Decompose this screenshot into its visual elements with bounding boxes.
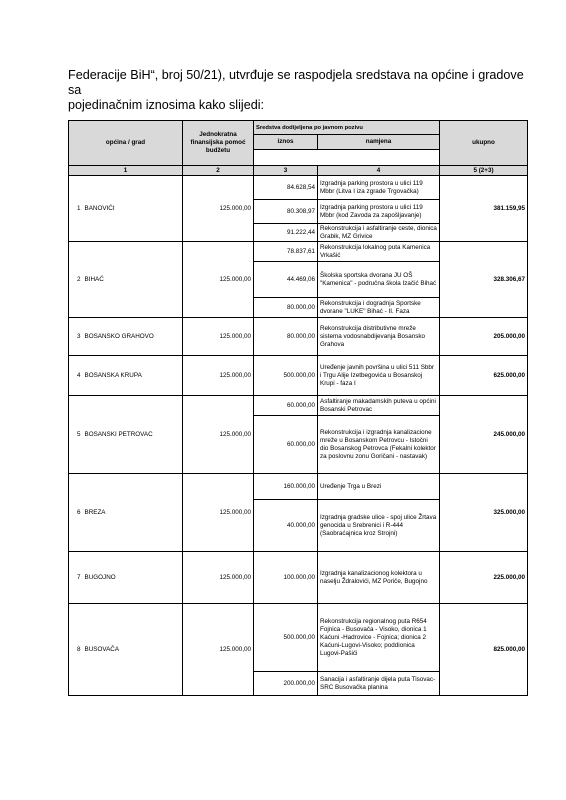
col-number-4: 4 (318, 166, 440, 176)
municipality-name: BOSANSKA KRUPA (83, 356, 183, 396)
allocated-amount: 80.308,97 (254, 200, 318, 224)
allocated-amount: 40.000,00 (254, 500, 318, 552)
allocated-amount: 44.469,06 (254, 262, 318, 298)
col-number-1: 1 (69, 166, 183, 176)
row-number: 6 (69, 474, 83, 552)
allocated-amount: 100.000,00 (254, 552, 318, 604)
municipality-name: BREZA (83, 474, 183, 552)
total-amount: 625.000,00 (440, 356, 528, 396)
purpose-description: Sanacija i asfaltiranje dijela puta Tisovac-SRC Busovačka planina (318, 672, 440, 696)
allocated-amount: 80.000,00 (254, 298, 318, 318)
table-row (69, 604, 528, 672)
purpose-description: Školska sportska dvorana JU OŠ "Kamenica" - područna škola Izačić Bihać (318, 262, 440, 298)
table-row (69, 356, 528, 396)
one-time-aid-amount: 125.000,00 (183, 474, 254, 552)
table-row (69, 396, 528, 416)
intro-line-2: pojedinačnim iznosima kako slijedi: (68, 98, 264, 112)
allocated-amount: 500.000,00 (254, 604, 318, 672)
total-amount: 245.000,00 (440, 396, 528, 474)
municipality-name: BOSANSKO GRAHOVO (83, 318, 183, 356)
header-sredstva-group: Sredstva dodijeljena po javnom pozivu (254, 121, 440, 135)
purpose-description: Uređenje javnih površina u ulici 511 Sbbr i Trgu Alije Izetbegovića u Bosanskoj Krupi - faza I (318, 356, 440, 396)
intro-line-1: Federacije BiH“, broj 50/21), utvrđuje se raspodjela sredstava na općine i gradove sa (68, 68, 524, 97)
row-number: 5 (69, 396, 83, 474)
col-number-5: 5 (2+3) (440, 166, 528, 176)
total-amount: 205.000,00 (440, 318, 528, 356)
purpose-description: Uređenje Trga u Brezi (318, 474, 440, 500)
municipality-name: BOSANSKI PETROVAC (83, 396, 183, 474)
one-time-aid-amount: 125.000,00 (183, 604, 254, 696)
col-number-3: 3 (254, 166, 318, 176)
row-number: 8 (69, 604, 83, 696)
allocated-amount: 500.000,00 (254, 356, 318, 396)
purpose-description: Rekonstrukcija i izgradnja kanalizacione mreže u Bosanskom Petrovcu - Istočni dio Bosanskog Petrovca (Fekalni kolektor za poslovnu zonu Goričani - nastavak) (318, 416, 440, 474)
total-amount: 225.000,00 (440, 552, 528, 604)
header-namjena: namjena (318, 135, 440, 150)
table-row (69, 176, 528, 200)
purpose-description: Asfaltiranje makadamskih puteva u općini Bosanski Petrovac (318, 396, 440, 416)
total-amount: 381.159,95 (440, 176, 528, 242)
purpose-description: Rekonstrukcija i dogradnja Sportske dvorane "LUKE" Bihać - II. Faza (318, 298, 440, 318)
intro-paragraph (68, 68, 538, 113)
total-amount: 325.000,00 (440, 474, 528, 552)
purpose-description: Rekonstrukcija regionalnog puta R654 Fojnica - Busovača - Visoko, dionica 1 Kaćuni -Hadrovice - Fojnica; dionica 2 Kaćuni-Lugovi-Visoko; poddionica Lugovi-Pašići (318, 604, 440, 672)
row-number: 4 (69, 356, 83, 396)
one-time-aid-amount: 125.000,00 (183, 242, 254, 318)
purpose-description: Rekonstrukcija lokalnog puta Kamenica Vrkašić (318, 242, 440, 262)
header-iznos: iznos (254, 135, 318, 150)
allocation-table (68, 120, 528, 696)
allocated-amount: 160.000,00 (254, 474, 318, 500)
table-row (69, 474, 528, 500)
purpose-description: Rekonstrukcija distributivne mreže sistema vodosnabdijevanja Bosansko Grahova (318, 318, 440, 356)
allocated-amount: 200.000,00 (254, 672, 318, 696)
allocated-amount: 78.837,61 (254, 242, 318, 262)
row-number: 7 (69, 552, 83, 604)
header-opcina: općina / grad (69, 121, 183, 166)
purpose-description: Rekonstrukcija i asfaltiranje ceste, dionica Grabik, MZ Grivice (318, 224, 440, 242)
col-number-2: 2 (183, 166, 254, 176)
one-time-aid-amount: 125.000,00 (183, 318, 254, 356)
row-number: 2 (69, 242, 83, 318)
allocated-amount: 60.000,00 (254, 416, 318, 474)
table-row (69, 552, 528, 604)
header-jednokratna: Jednokratna finansijska pomoć budžetu (183, 121, 254, 166)
allocated-amount: 84.628,54 (254, 176, 318, 200)
one-time-aid-amount: 125.000,00 (183, 356, 254, 396)
allocated-amount: 91.222,44 (254, 224, 318, 242)
purpose-description: Izgradnja kanalizacionog kolektora u naselju Ždralovići, MZ Poriče, Bugojno (318, 552, 440, 604)
allocated-amount: 80.000,00 (254, 318, 318, 356)
purpose-description: Izgradnja parking prostora u ulici 119 Mbbr (Litva I iza zgrade Trgovačka) (318, 176, 440, 200)
table-row (69, 318, 528, 356)
total-amount: 825.000,00 (440, 604, 528, 696)
purpose-description: Izgradnja gradske ulice - spoj ulice Žrtava genocida u Srebrenici i R-444 (Saobraćajnica kroz Strojni) (318, 500, 440, 552)
municipality-name: BUSOVAČA (83, 604, 183, 696)
one-time-aid-amount: 125.000,00 (183, 176, 254, 242)
table-row (69, 242, 528, 262)
header-ukupno: ukupno (440, 121, 528, 166)
municipality-name: BIHAĆ (83, 242, 183, 318)
row-number: 3 (69, 318, 83, 356)
municipality-name: BUGOJNO (83, 552, 183, 604)
purpose-description: Izgradnja parking prostora u ulici 119 Mbbr (kod Zavoda za zapošljavanje) (318, 200, 440, 224)
one-time-aid-amount: 125.000,00 (183, 552, 254, 604)
allocated-amount: 60.000,00 (254, 396, 318, 416)
municipality-name: BANOVIĆI (83, 176, 183, 242)
one-time-aid-amount: 125.000,00 (183, 396, 254, 474)
total-amount: 328.306,67 (440, 242, 528, 318)
row-number: 1 (69, 176, 83, 242)
